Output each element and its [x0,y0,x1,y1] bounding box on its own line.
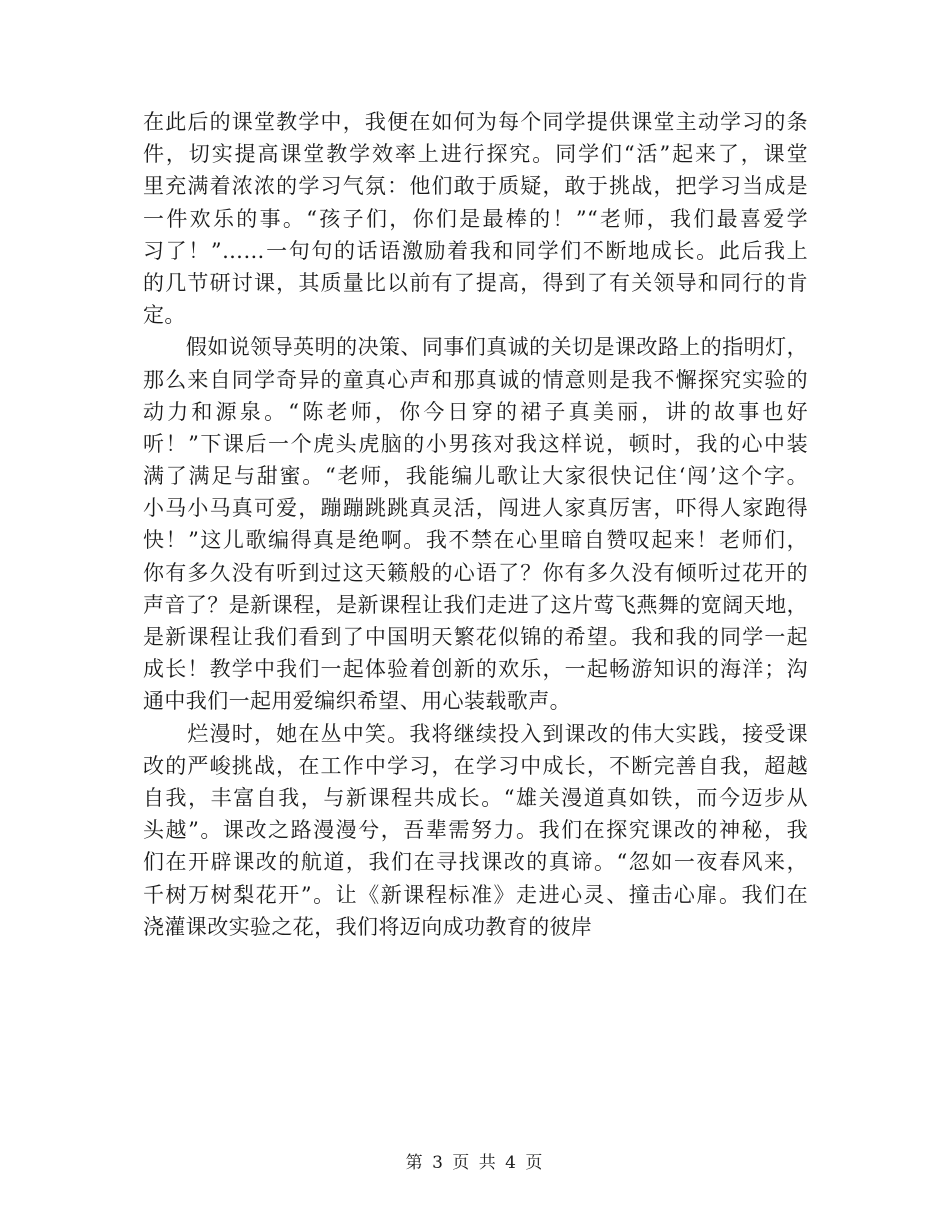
text-line: 头越”。课改之路漫漫兮，吾辈需努力。我们在探究课改的神秘，我 [143,818,808,843]
paragraph [143,718,808,943]
text-line: 动力和源泉。“陈老师，你今日穿的裙子真美丽，讲的故事也好 [143,399,808,424]
text-line: 在此后的课堂教学中，我便在如何为每个同学提供课堂主动学习的条 [143,110,808,134]
text-line: 小马小马真可爱，蹦蹦跳跳真灵活，闯进人家真厉害，吓得人家跑得 [143,496,808,521]
text-line: 声音了？是新课程，是新课程让我们走进了这片莺飞燕舞的宽阔天地， [143,592,808,617]
text-line: 一件欢乐的事。“孩子们，你们是最棒的！”“老师，我们最喜爱学 [143,206,808,231]
page-footer: 第 3 页 共 4 页 [405,1153,545,1173]
text-line: 件，切实提高课堂教学效率上进行探究。同学们“活”起来了，课堂 [143,142,808,167]
text-line: 们在开辟课改的航道，我们在寻找课改的真谛。“忽如一夜春风来， [143,850,808,875]
text-line: 那么来自同学奇异的童真心声和那真诚的情意则是我不懈探究实验的 [143,367,808,392]
text-line: 习了！”……一句句的话语激励着我和同学们不断地成长。此后我上 [143,238,808,263]
text-line: 浇灌课改实验之花，我们将迈向成功教育的彼岸 [143,914,593,939]
text-line: 自我，丰富自我，与新课程共成长。“雄关漫道真如铁，而今迈步从 [143,785,808,810]
text-line: 听！”下课后一个虎头虎脑的小男孩对我这样说，顿时，我的心中装 [143,431,808,456]
body-text [143,106,808,943]
text-line: 烂漫时，她在丛中笑。我将继续投入到课改的伟大实践，接受课 [143,721,808,746]
text-line: 成长！教学中我们一起体验着创新的欢乐，一起畅游知识的海洋；沟 [143,657,808,682]
text-line: 千树万树梨花开”。让《新课程标准》走进心灵、撞击心扉。我们在 [143,882,808,907]
text-line: 改的严峻挑战，在工作中学习，在学习中成长，不断完善自我，超越 [143,753,808,778]
text-line: 通中我们一起用爱编织希望、用心装载歌声。 [143,689,571,714]
text-line: 假如说领导英明的决策、同事们真诚的关切是课改路上的指明灯， [143,335,808,360]
text-line: 的几节研讨课，其质量比以前有了提高，得到了有关领导和同行的肯 [143,270,808,295]
text-line: 满了满足与甜蜜。“老师，我能编儿歌让大家很快记住‘闯’这个字。 [143,464,808,489]
text-line: 定。 [143,303,186,328]
text-line: 里充满着浓浓的学习气氛：他们敢于质疑，敢于挑战，把学习当成是 [143,174,808,199]
paragraph [143,106,808,331]
text-line: 是新课程让我们看到了中国明天繁花似锦的希望。我和我的同学一起 [143,625,808,649]
text-line: 快！”这儿歌编得真是绝啊。我不禁在心里暗自赞叹起来！老师们， [143,528,808,553]
text-line: 你有多久没有听到过这天籁般的心语了？你有多久没有倾听过花开的 [143,560,808,585]
paragraph [143,331,808,717]
